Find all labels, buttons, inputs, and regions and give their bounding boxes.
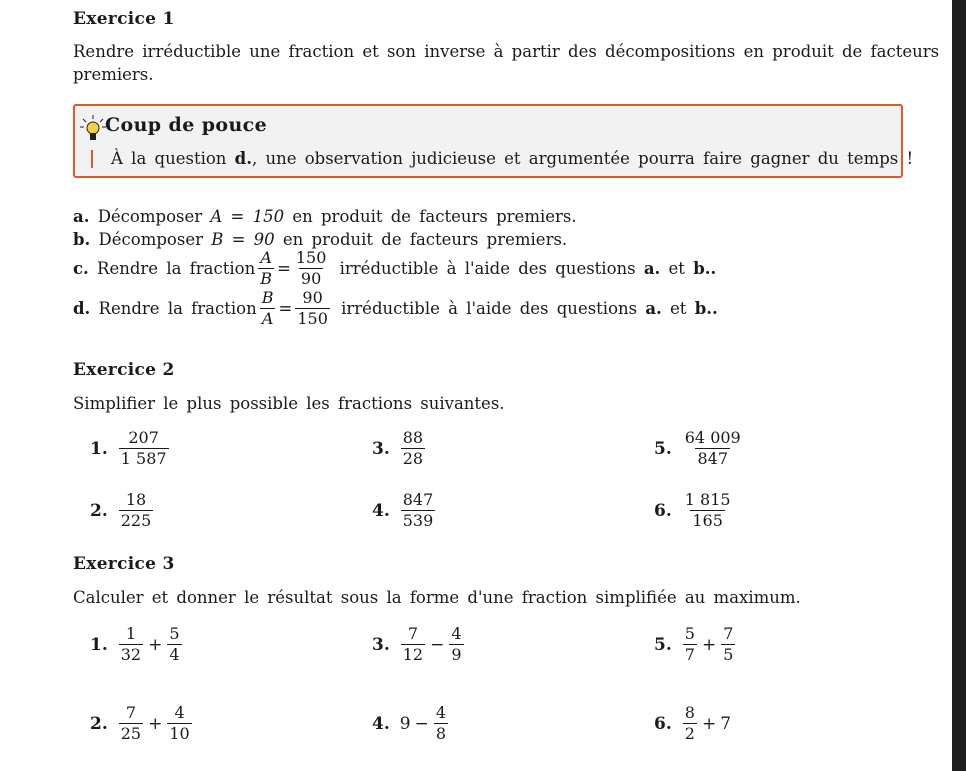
- exercise-3-intro: Calculer et donner le résultat sous la forme d'une fraction simplifiée au maximum.: [73, 588, 801, 607]
- fraction-90-over-150: $\frac{90}{150}$: [297, 288, 328, 328]
- exercise-2-title: Exercice 2: [73, 360, 175, 380]
- ex2-item-2: 2. $\frac{18}{225}$: [90, 490, 152, 530]
- callout-text: À la question d., une observation judicieuse et argumentée pourra faire gagner du temps !: [111, 149, 914, 168]
- fraction-a-over-b: $\frac{A}{B}$: [260, 248, 272, 288]
- fraction-b-over-a: $\frac{B}{A}$: [261, 288, 274, 328]
- question-a: a. Décomposer A = 150 en produit de facteurs premiers.: [73, 207, 577, 226]
- ex2-item-5: 5. $\frac{64 009}{847}$: [654, 428, 741, 468]
- vertical-scrollbar[interactable]: [952, 0, 966, 771]
- ex3-item-3: 3. $\frac{7}{12}$ − $\frac{4}{9}$: [372, 624, 462, 664]
- question-d: d. Rendre la fraction $\frac{B}{A}$ = $\frac{90}{150}$ irréductible à l'aide des questions a. et b..: [73, 288, 718, 328]
- ex3-item-4: 4. 9 − $\frac{4}{8}$: [372, 703, 447, 743]
- fraction-150-over-90: $\frac{150}{90}$: [295, 248, 327, 288]
- hint-callout: [73, 104, 914, 178]
- ex2-item-4: 4. $\frac{847}{539}$: [372, 490, 434, 530]
- question-b: b. Décomposer B = 90 en produit de facteurs premiers.: [73, 230, 568, 249]
- callout-accent-bar: [91, 150, 93, 168]
- ex3-item-1: 1. $\frac{1}{32}$ + $\frac{5}{4}$: [90, 624, 180, 664]
- question-c: c. Rendre la fraction $\frac{A}{B}$ = $\frac{150}{90}$ irréductible à l'aide des questions a. et b..: [73, 248, 717, 288]
- ex3-item-2: 2. $\frac{7}{25}$ + $\frac{4}{10}$: [90, 703, 190, 743]
- exercise-1-title: Exercice 1: [73, 9, 175, 29]
- exercise-1-intro-line2: premiers.: [73, 65, 154, 84]
- ex2-item-3: 3. $\frac{88}{28}$: [372, 428, 424, 468]
- exercise-2-intro: Simplifier le plus possible les fractions suivantes.: [73, 394, 505, 413]
- lightbulb-icon: [79, 114, 107, 149]
- ex2-item-6: 6. $\frac{1 815}{165}$: [654, 490, 731, 530]
- ex3-item-6: 6. $\frac{8}{2}$ + 7: [654, 703, 732, 743]
- ex2-item-1: 1. $\frac{207}{1 587}$: [90, 428, 167, 468]
- exercise-1-intro-line1: Rendre irréductible une fraction et son inverse à partir des décompositions en produit de facteurs: [73, 42, 940, 61]
- callout-title: Coup de pouce: [105, 114, 268, 136]
- ex3-item-5: 5. $\frac{5}{7}$ + $\frac{7}{5}$: [654, 624, 734, 664]
- exercise-3-title: Exercice 3: [73, 554, 175, 574]
